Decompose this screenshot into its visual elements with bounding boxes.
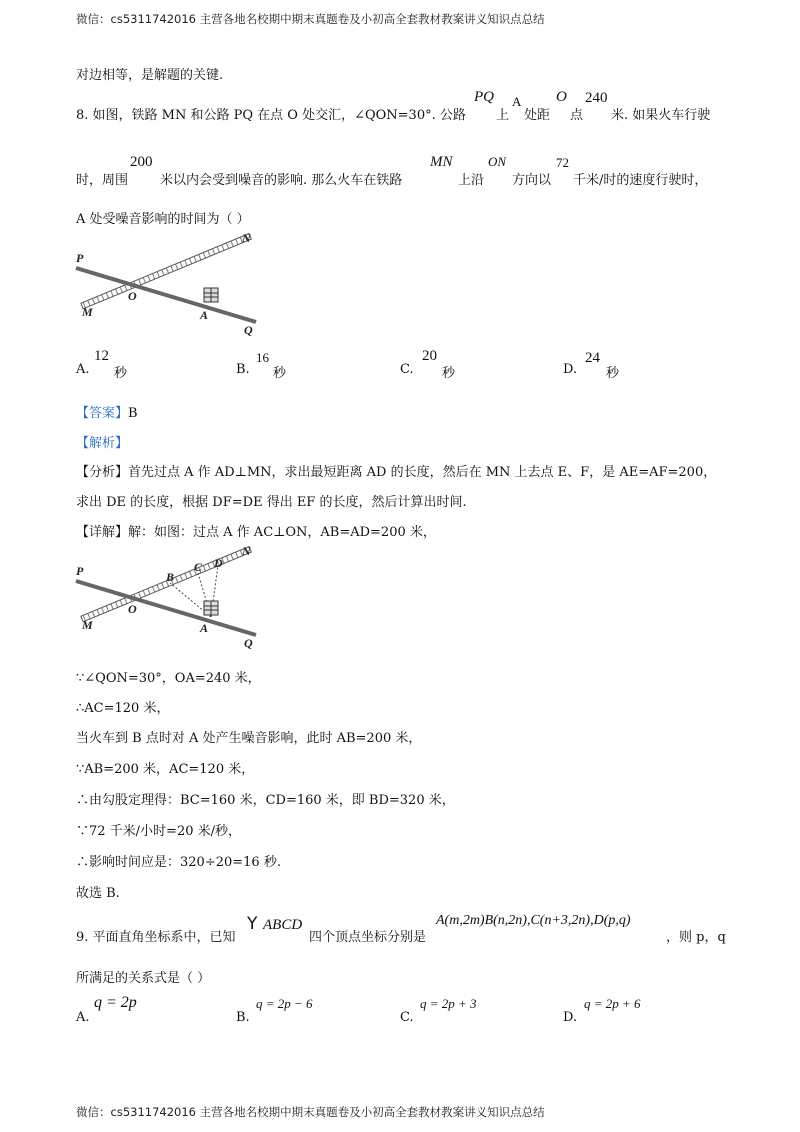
q9-line1-c: ，则 p，q xyxy=(666,930,726,945)
q8-line1-a: 8. 如图，铁路 MN 和公路 PQ 在点 O 处交汇，∠QON=30°. 公路 xyxy=(76,108,466,123)
xiangjie-line xyxy=(76,521,436,540)
railway-mn-2 xyxy=(81,547,251,622)
step-6: ∵72 千米/小时=20 米/秒， xyxy=(76,824,242,839)
q8-option-b-unit: 秒 xyxy=(273,366,287,381)
fig2-label-a: A xyxy=(200,621,209,635)
page-footer: 微信：cs5311742016 主营各地名校期中期末真题卷及小初高全套教材教案讲义知识点总结 xyxy=(76,1105,545,1119)
q8-dian: 点 xyxy=(570,108,584,123)
q8-shi: 时，周围 xyxy=(76,173,129,188)
q8-line3: A 处受噪音影响的时间为（ ） xyxy=(76,212,250,227)
fig1-label-q: Q xyxy=(244,323,253,337)
fenxi-line1 xyxy=(76,461,716,480)
xiangjie-text: 解：如图：过点 A 作 AC⊥ON，AB=AD=200 米， xyxy=(128,525,436,540)
q8-option-a-num: 12 xyxy=(94,348,109,364)
step-4: ∵AB=200 米，AC=120 米， xyxy=(76,762,255,777)
step-2: ∴AC=120 米， xyxy=(76,701,170,716)
fig2-label-o: O xyxy=(128,602,137,616)
q8-240: 240 xyxy=(585,90,608,106)
q8-line2-end: 千米/时的速度行驶时， xyxy=(573,173,708,188)
q9-option-b-expr: q = 2p − 6 xyxy=(256,996,313,1011)
q8-line2-mid: 米以内会受到噪音的影响. 那么火车在铁路 xyxy=(160,173,403,188)
q8-point-o: O xyxy=(556,89,567,105)
fig2-label-c: C xyxy=(194,560,203,574)
q8-line1-b: 米. 如果火车行驶 xyxy=(611,108,711,123)
previous-answer-tail: 对边相等，是解题的关键. xyxy=(76,68,224,83)
q8-on: ON xyxy=(488,154,507,169)
step-3: 当火车到 B 点时对 A 处产生噪音影响，此时 AB=200 米， xyxy=(76,731,422,746)
fig2-label-p: P xyxy=(76,564,84,578)
q9-abcd: ABCD xyxy=(263,917,303,933)
q9-line1-b: 四个顶点坐标分别是 xyxy=(309,930,427,945)
solution-figure xyxy=(70,543,270,655)
q8-chuju: 处距 xyxy=(524,108,551,123)
q8-mn: MN xyxy=(430,154,453,170)
q9-option-a-letter: A. xyxy=(76,1010,90,1025)
q8-figure xyxy=(70,230,270,342)
q8-option-a-unit: 秒 xyxy=(114,366,128,381)
fig2-label-b: B xyxy=(166,570,175,584)
step-1: ∵∠QON=30°，OA=240 米， xyxy=(76,671,261,686)
q8-option-a-letter: A. xyxy=(76,362,90,377)
fig2-label-m: M xyxy=(82,618,93,632)
fig2-label-d: D xyxy=(214,556,223,570)
answer-value: B xyxy=(128,406,138,421)
parallelogram-symbol: Y xyxy=(247,914,258,934)
xiangjie-label: 【详解】 xyxy=(76,525,129,540)
fig1-label-a: A xyxy=(200,308,209,322)
q8-pq: PQ xyxy=(474,89,494,105)
q8-option-c-letter: C. xyxy=(400,362,414,377)
answer-line xyxy=(76,402,138,421)
fenxi-line2: 求出 DE 的长度，根据 DF=DE 得出 EF 的长度，然后计算出时间. xyxy=(76,495,467,510)
answer-label: 【答案】 xyxy=(76,406,129,421)
q8-option-c-unit: 秒 xyxy=(442,366,456,381)
q9-line1-a: 9. 平面直角坐标系中，已知 xyxy=(76,930,236,945)
q8-option-b-num: 16 xyxy=(256,350,269,365)
fig1-label-m: M xyxy=(82,305,93,319)
page-header: 微信：cs5311742016 主营各地名校期中期末真题卷及小初高全套教材教案讲义知识点总结 xyxy=(76,12,545,26)
fig1-label-n: N xyxy=(242,231,251,245)
q8-option-c-num: 20 xyxy=(422,348,437,364)
step-7: ∴影响时间应是：320÷20=16 秒. xyxy=(76,855,281,870)
q8-option-d-num: 24 xyxy=(585,350,600,366)
fig2-label-q: Q xyxy=(244,636,253,650)
fenxi-text1: 首先过点 A 作 AD⊥MN，求出最短距离 AD 的长度，然后在 MN 上去点 E、F，是 AE=AF=200， xyxy=(128,465,717,480)
fig1-label-o: O xyxy=(128,289,137,303)
fig1-label-p: P xyxy=(76,251,84,265)
q9-line2: 所满足的关系式是（ ） xyxy=(76,971,211,986)
q8-option-b-letter: B. xyxy=(236,362,250,377)
house-icon-2 xyxy=(204,601,218,615)
q8-72: 72 xyxy=(556,155,569,170)
fig2-label-n: N xyxy=(242,544,251,558)
q8-option-d-letter: D. xyxy=(563,362,578,377)
q8-fangxiang: 方向以 xyxy=(512,173,552,188)
step-5: ∴由勾股定理得：BC=160 米，CD=160 米，即 BD=320 米， xyxy=(76,793,455,808)
analysis-label: 【解析】 xyxy=(76,436,129,451)
q8-point-a: A xyxy=(512,94,522,109)
q9-option-b-letter: B. xyxy=(236,1010,250,1025)
fenxi-label: 【分析】 xyxy=(76,465,129,480)
q9-option-c-expr: q = 2p + 3 xyxy=(420,996,477,1011)
q8-shang: 上 xyxy=(496,108,510,123)
house-icon xyxy=(204,288,218,302)
q9-option-d-letter: D. xyxy=(563,1010,578,1025)
q8-option-d-unit: 秒 xyxy=(606,366,620,381)
railway-mn xyxy=(81,234,251,309)
q9-option-c-letter: C. xyxy=(400,1010,414,1025)
q9-coords: A(m,2m)B(n,2n),C(n+3,2n),D(p,q) xyxy=(436,913,631,928)
step-8: 故选 B. xyxy=(76,886,120,901)
q9-option-d-expr: q = 2p + 6 xyxy=(584,996,641,1011)
q9-option-a-expr: q = 2p xyxy=(94,994,137,1011)
q8-200: 200 xyxy=(130,154,153,170)
q8-shangyan: 上沿 xyxy=(458,173,485,188)
